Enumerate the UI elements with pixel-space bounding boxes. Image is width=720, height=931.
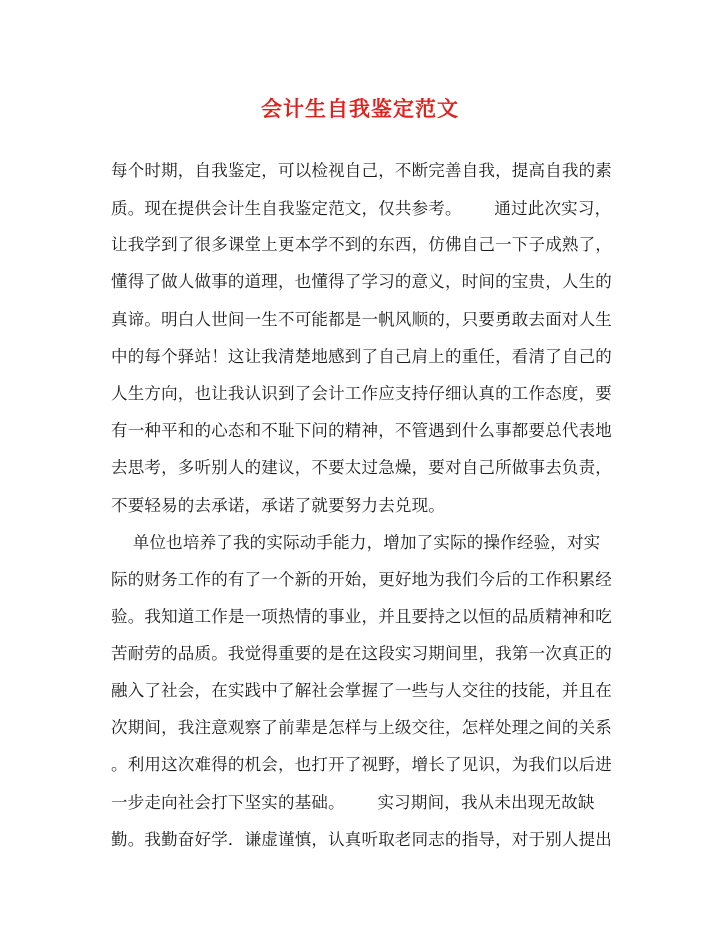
body-line: 一步走向社会打下坚实的基础。 实习期间，我从未出现无故缺 bbox=[111, 793, 595, 812]
body-line: 际的财务工作的有了一个新的开始，更好地为我们今后的工作积累经 bbox=[111, 570, 612, 589]
body-line: 勤。我勤奋好学．谦虚谨慎，认真听取老同志的指导，对于别人提出 bbox=[111, 830, 612, 849]
body-line: 单位也培养了我的实际动手能力，增加了实际的操作经验，对实 bbox=[111, 533, 601, 552]
body-line: 不要轻易的去承诺，承诺了就要努力去兑现。 bbox=[111, 496, 445, 515]
body-line: 融入了社会，在实践中了解社会掌握了一些与人交往的技能，并且在 bbox=[111, 681, 612, 700]
body-line: 人生方向，也让我认识到了会计工作应支持仔细认真的工作态度，要 bbox=[111, 384, 612, 403]
body-line: 让我学到了很多课堂上更本学不到的东西，仿佛自己一下子成熟了， bbox=[111, 235, 612, 254]
body-line: 每个时期，自我鉴定，可以检视自己，不断完善自我，提高自我的素 bbox=[111, 161, 612, 180]
body-line: 真谛。明白人世间一生不可能都是一帆风顺的，只要勇敢去面对人生 bbox=[111, 310, 612, 329]
body-line: 苦耐劳的品质。我觉得重要的是在这段实习期间里，我第一次真正的 bbox=[111, 644, 612, 663]
body-line: 次期间，我注意观察了前辈是怎样与上级交往，怎样处理之间的关系 bbox=[111, 718, 612, 737]
body-line: 验。我知道工作是一项热情的事业，并且要持之以恒的品质精神和吃 bbox=[111, 607, 612, 626]
body-line: 质。现在提供会计生自我鉴定范文，仅共参考。 通过此次实习， bbox=[111, 199, 612, 218]
body-line: 有一种平和的心态和不耻下问的精神，不管遇到什么事都要总代表地 bbox=[111, 421, 612, 440]
body-line: 。利用这次难得的机会，也打开了视野，增长了见识，为我们以后进 bbox=[111, 755, 612, 774]
body-line: 懂得了做人做事的道理，也懂得了学习的意义，时间的宝贵，人生的 bbox=[111, 272, 612, 291]
body-line: 去思考，多听别人的建议，不要太过急燥，要对自己所做事去负责， bbox=[111, 458, 612, 477]
document-title: 会计生自我鉴定范文 bbox=[261, 96, 459, 121]
body-line: 中的每个驿站！这让我清楚地感到了自己肩上的重任，看清了自己的 bbox=[111, 347, 612, 366]
